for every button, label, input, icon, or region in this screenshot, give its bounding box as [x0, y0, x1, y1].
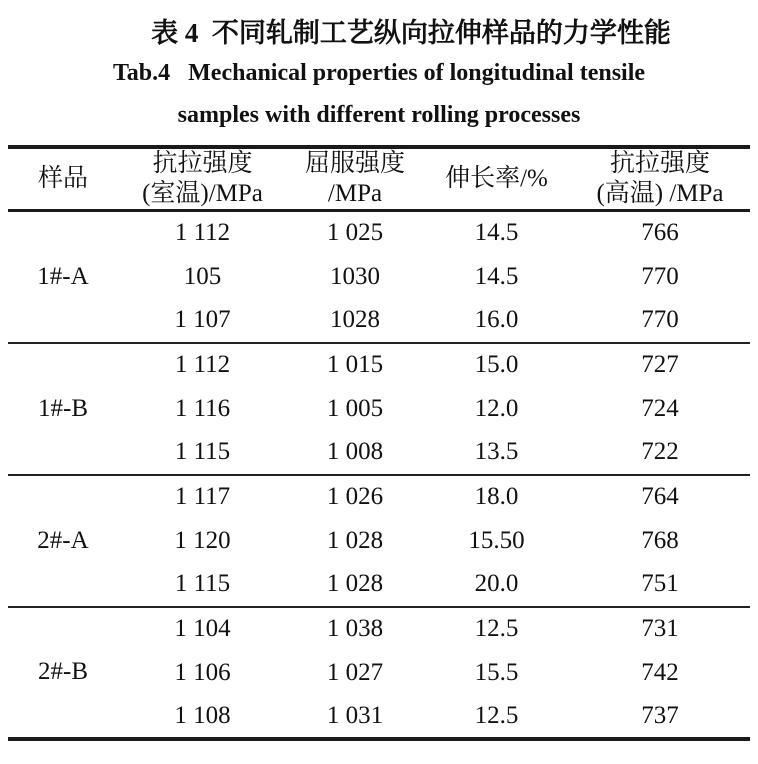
table-cell: 1 112 — [174, 351, 231, 378]
table-cell: 770 — [641, 262, 679, 290]
table-cell: 105 — [183, 262, 222, 290]
table-cell: 14.5 — [474, 219, 519, 247]
mechanical-properties-table — [8, 145, 750, 741]
table-cell: 20.0 — [474, 570, 519, 597]
sample-cell: 2#-B — [38, 658, 88, 685]
table-cell: 737 — [641, 701, 679, 729]
table-cell: 1 108 — [174, 701, 231, 729]
header-line: /MPa — [327, 180, 383, 207]
table-row — [8, 695, 750, 739]
table-cell: 15.50 — [468, 526, 525, 554]
table-cell: 1 027 — [326, 658, 384, 686]
table-cell: 12.5 — [474, 615, 519, 642]
table-cell: 1 106 — [174, 658, 231, 686]
table-cell: 1 026 — [326, 483, 384, 510]
sample-group-2B — [8, 607, 750, 739]
table-cell: 1 117 — [174, 483, 231, 510]
table-cell: 1 104 — [174, 615, 231, 642]
table-cell: 770 — [641, 306, 679, 333]
table-cell: 1028 — [330, 306, 380, 333]
table-row — [8, 607, 750, 651]
table-cell: 1 120 — [174, 526, 231, 554]
table-cell: 751 — [641, 570, 679, 597]
table-row — [8, 211, 750, 255]
table-cell: 1 025 — [326, 219, 384, 247]
table-cell: 14.5 — [474, 262, 519, 290]
table-cell: 764 — [641, 483, 679, 510]
table-cell: 1 028 — [326, 526, 384, 554]
header-line: 伸长率/% — [445, 165, 548, 192]
table-cell: 1 116 — [174, 394, 231, 422]
header-cell-elongation — [423, 147, 570, 211]
sample-cell: 2#-A — [37, 526, 89, 554]
table-cell: 18.0 — [474, 483, 519, 510]
table-cell: 1 005 — [326, 394, 384, 422]
table-cell: 766 — [641, 219, 679, 247]
table-row — [8, 255, 750, 299]
header-cell-tensile-rt — [118, 147, 287, 211]
table-caption-zh: 表 4 不同轧制工艺纵向拉伸样品的力学性能 — [151, 18, 671, 48]
header-cell-sample — [8, 147, 118, 211]
table-cell: 15.5 — [474, 658, 519, 686]
table-cell: 1 115 — [174, 570, 231, 597]
table-cell: 1 112 — [174, 219, 231, 247]
table-row — [8, 299, 750, 343]
table-cell: 1030 — [330, 262, 380, 290]
sample-group-1B — [8, 343, 750, 475]
table-cell: 1 031 — [326, 701, 384, 729]
table-caption-en-line1: Tab.4 Mechanical properties of longitudinal tensile — [112, 60, 646, 86]
table-cell: 13.5 — [474, 438, 519, 465]
sample-group-2A — [8, 475, 750, 607]
table-row — [8, 519, 750, 563]
table-row — [8, 563, 750, 607]
table-row — [8, 431, 750, 475]
table-cell: 1 115 — [174, 438, 231, 465]
header-line: (高温) /MPa — [596, 180, 724, 207]
header-line: 样品 — [37, 165, 88, 192]
table-cell: 15.0 — [474, 351, 519, 378]
table-cell: 12.5 — [474, 701, 519, 729]
header-line: 抗拉强度 — [609, 150, 710, 177]
table-cell: 1 038 — [326, 615, 384, 642]
header-cell-tensile-ht — [570, 147, 750, 211]
table-cell: 724 — [641, 394, 679, 422]
table-cell: 768 — [641, 526, 679, 554]
table-cell: 727 — [641, 351, 679, 378]
table-cell: 16.0 — [474, 306, 519, 333]
table-cell: 742 — [641, 658, 679, 686]
table-row — [8, 651, 750, 695]
header-row — [8, 147, 750, 211]
table-cell: 1 107 — [174, 306, 231, 333]
table-cell: 1 015 — [326, 351, 384, 378]
table-row — [8, 475, 750, 519]
table-caption-en-line2: samples with different rolling processes — [177, 102, 581, 128]
table-header — [8, 147, 750, 211]
sample-cell: 1#-B — [38, 394, 88, 422]
header-line: (室温)/MPa — [142, 180, 263, 207]
header-cell-yield — [287, 147, 423, 211]
table-cell: 722 — [641, 438, 679, 465]
table-row — [8, 343, 750, 387]
table-cell: 12.0 — [474, 394, 519, 422]
table-cell: 1 008 — [326, 438, 384, 465]
header-line: 屈服强度 — [304, 150, 405, 177]
table-row — [8, 387, 750, 431]
table-cell: 1 028 — [326, 570, 384, 597]
table-cell: 731 — [641, 615, 679, 642]
header-line: 抗拉强度 — [152, 150, 253, 177]
sample-cell: 1#-A — [37, 262, 89, 290]
sample-group-1A — [8, 211, 750, 343]
